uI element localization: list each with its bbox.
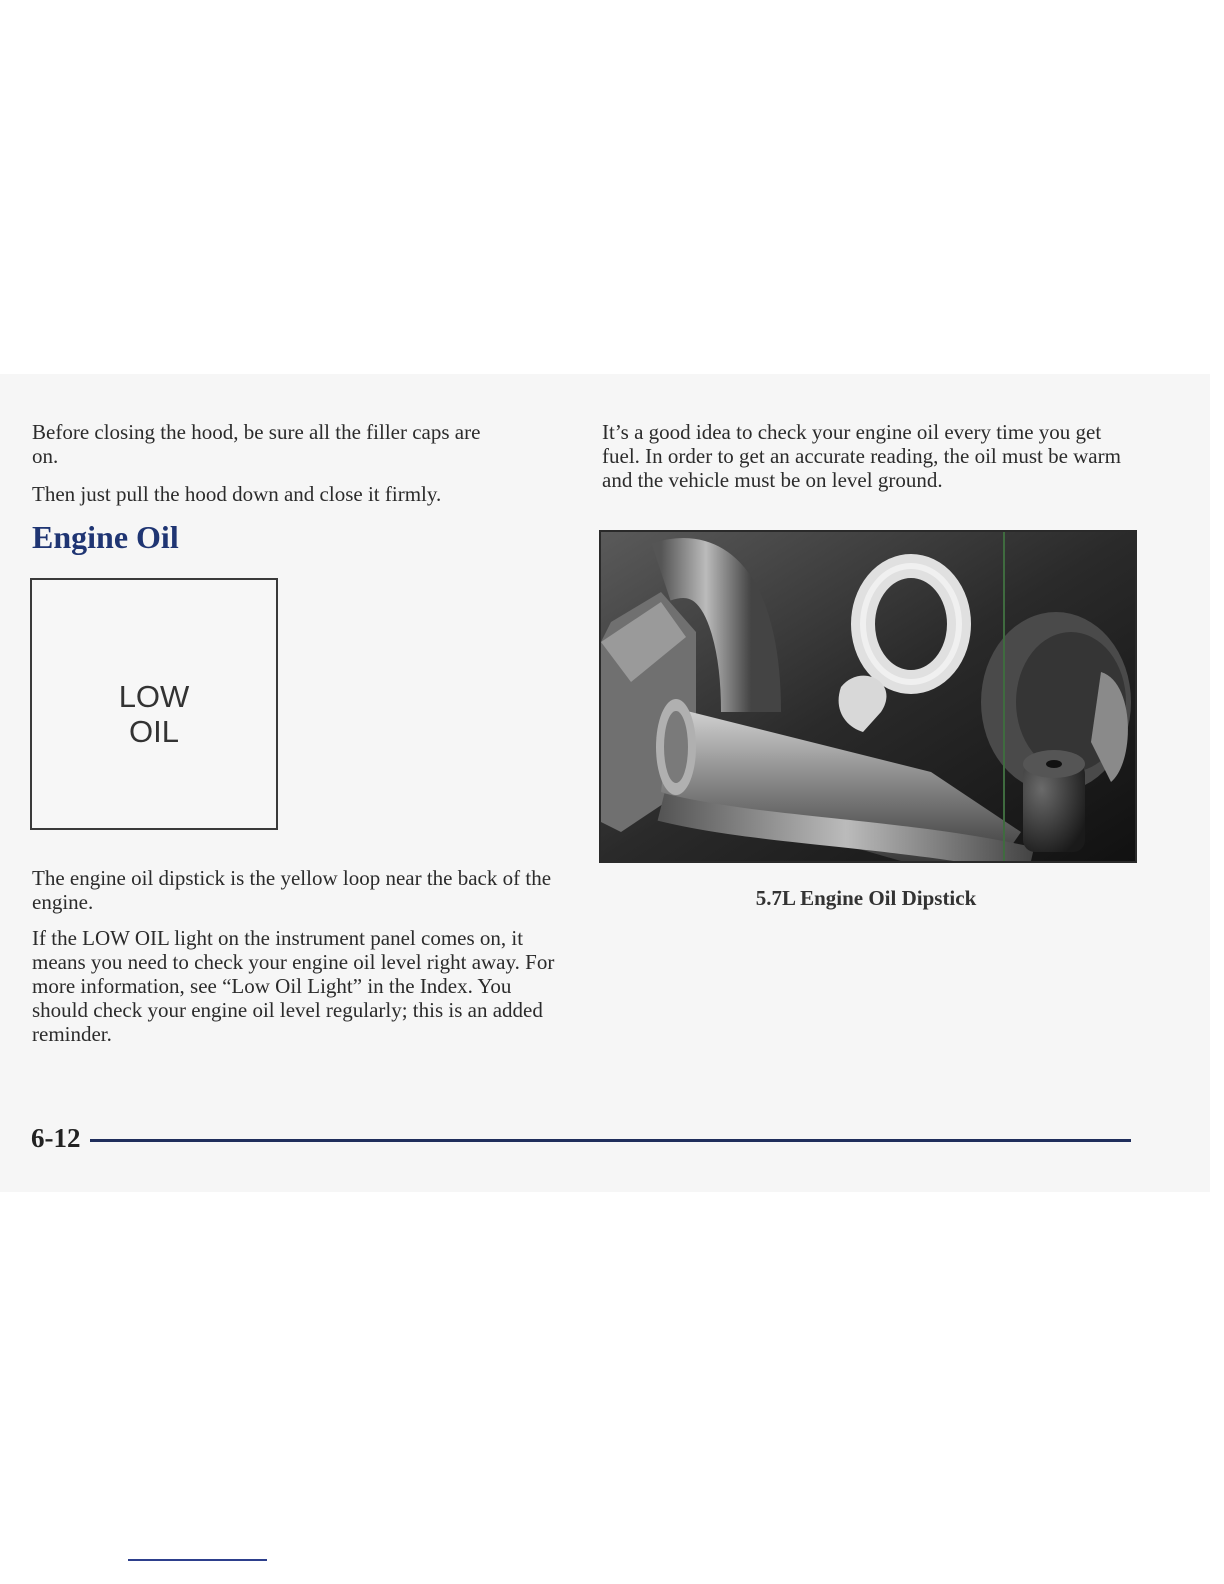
low-oil-light-text	[32, 679, 276, 749]
footer-divider	[90, 1139, 1131, 1142]
photo-caption: 5.7L Engine Oil Dipstick	[755, 886, 977, 910]
page-number: 6-12	[31, 1123, 81, 1153]
low-oil-light-paragraph: If the LOW OIL light on the instrument panel comes on, it means you need to check your engine oil level right away. For more information, see “Low Oil Light” in the Index. You should check your engine oil level regularly; this is an added reminder.	[32, 926, 555, 1046]
engine-oil-dipstick-photo	[599, 530, 1137, 863]
dipstick-location-paragraph: The engine oil dipstick is the yellow loop near the back of the engine.	[32, 866, 552, 914]
dipstick-photo-image	[601, 532, 1135, 861]
section-heading: Engine Oil	[32, 519, 179, 555]
check-oil-paragraph: It’s a good idea to check your engine oil every time you get fuel. In order to get an accurate reading, the oil must be warm and the vehicle must be on level ground.	[602, 420, 1121, 492]
bottom-rule	[128, 1559, 267, 1561]
low-oil-light-illustration	[30, 578, 278, 830]
filler-caps-paragraph: Before closing the hood, be sure all the filler caps are on.	[32, 420, 481, 468]
low-oil-line-2: OIL	[129, 714, 179, 749]
close-hood-paragraph: Then just pull the hood down and close it firmly.	[32, 482, 442, 506]
low-oil-line-1: LOW	[118, 679, 190, 714]
